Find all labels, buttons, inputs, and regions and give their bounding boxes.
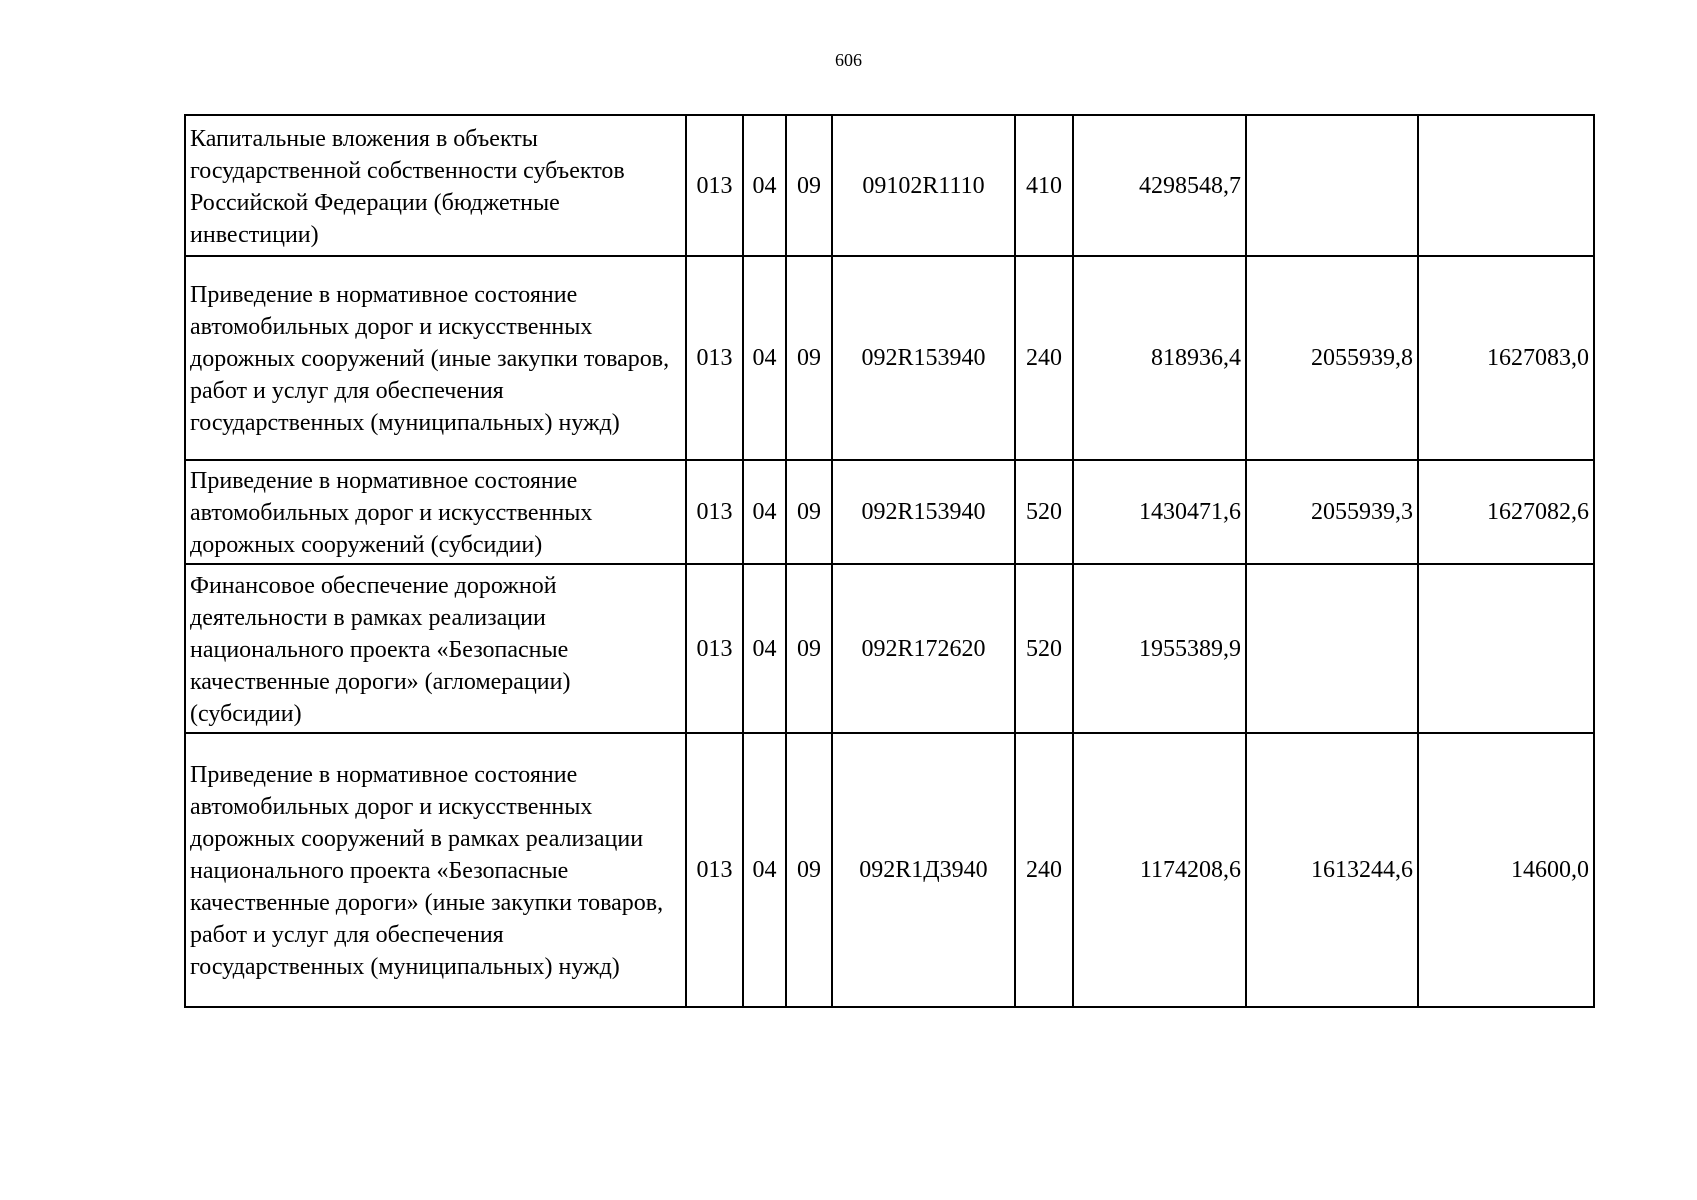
target-article-code: 09102R1110 (832, 115, 1015, 256)
amount-year-3: 1627083,0 (1418, 256, 1594, 460)
ministry-code: 013 (686, 256, 743, 460)
amount-year-3 (1418, 115, 1594, 256)
page-number: 606 (835, 50, 862, 70)
section-code: 04 (743, 564, 786, 733)
ministry-code: 013 (686, 733, 743, 1007)
amount-year-3: 14600,0 (1418, 733, 1594, 1007)
amount-year-1: 4298548,7 (1073, 115, 1246, 256)
section-code: 04 (743, 115, 786, 256)
table-row (185, 460, 1594, 564)
subsection-code: 09 (786, 733, 832, 1007)
subsection-code: 09 (786, 256, 832, 460)
amount-year-1: 1174208,6 (1073, 733, 1246, 1007)
amount-year-3: 1627082,6 (1418, 460, 1594, 564)
subsection-code: 09 (786, 460, 832, 564)
budget-table (184, 114, 1595, 1008)
amount-year-1: 818936,4 (1073, 256, 1246, 460)
amount-year-1: 1430471,6 (1073, 460, 1246, 564)
expense-type-code: 520 (1015, 564, 1073, 733)
subsection-code: 09 (786, 564, 832, 733)
amount-year-2 (1246, 564, 1418, 733)
amount-year-1: 1955389,9 (1073, 564, 1246, 733)
expense-type-code: 520 (1015, 460, 1073, 564)
row-description: Приведение в нормативное состояние автомобильных дорог и искусственных дорожных сооружений (субсидии) (185, 460, 686, 564)
amount-year-2: 2055939,8 (1246, 256, 1418, 460)
subsection-code: 09 (786, 115, 832, 256)
ministry-code: 013 (686, 115, 743, 256)
amount-year-2: 1613244,6 (1246, 733, 1418, 1007)
target-article-code: 092R1Д3940 (832, 733, 1015, 1007)
table-row (185, 564, 1594, 733)
section-code: 04 (743, 733, 786, 1007)
amount-year-3 (1418, 564, 1594, 733)
row-description: Приведение в нормативное состояние автомобильных дорог и искусственных дорожных сооружений в рамках реализации национального проекта «Безопасные качественные дороги» (иные закупки товаров, работ и услуг для обеспечения государственных (муниципальных) нужд) (185, 733, 686, 1007)
row-description: Финансовое обеспечение дорожной деятельности в рамках реализации национального проекта «Безопасные качественные дороги» (агломерации) (субсидии) (185, 564, 686, 733)
expense-type-code: 410 (1015, 115, 1073, 256)
section-code: 04 (743, 460, 786, 564)
table-row (185, 733, 1594, 1007)
table-row (185, 256, 1594, 460)
table-row (185, 115, 1594, 256)
target-article-code: 092R153940 (832, 460, 1015, 564)
amount-year-2 (1246, 115, 1418, 256)
expense-type-code: 240 (1015, 733, 1073, 1007)
row-description: Приведение в нормативное состояние автомобильных дорог и искусственных дорожных сооружений (иные закупки товаров, работ и услуг для обеспечения государственных (муниципальных) нужд) (185, 256, 686, 460)
target-article-code: 092R153940 (832, 256, 1015, 460)
row-description: Капитальные вложения в объекты государственной собственности субъектов Российской Федерации (бюджетные инвестиции) (185, 115, 686, 256)
ministry-code: 013 (686, 564, 743, 733)
expense-type-code: 240 (1015, 256, 1073, 460)
section-code: 04 (743, 256, 786, 460)
amount-year-2: 2055939,3 (1246, 460, 1418, 564)
target-article-code: 092R172620 (832, 564, 1015, 733)
ministry-code: 013 (686, 460, 743, 564)
